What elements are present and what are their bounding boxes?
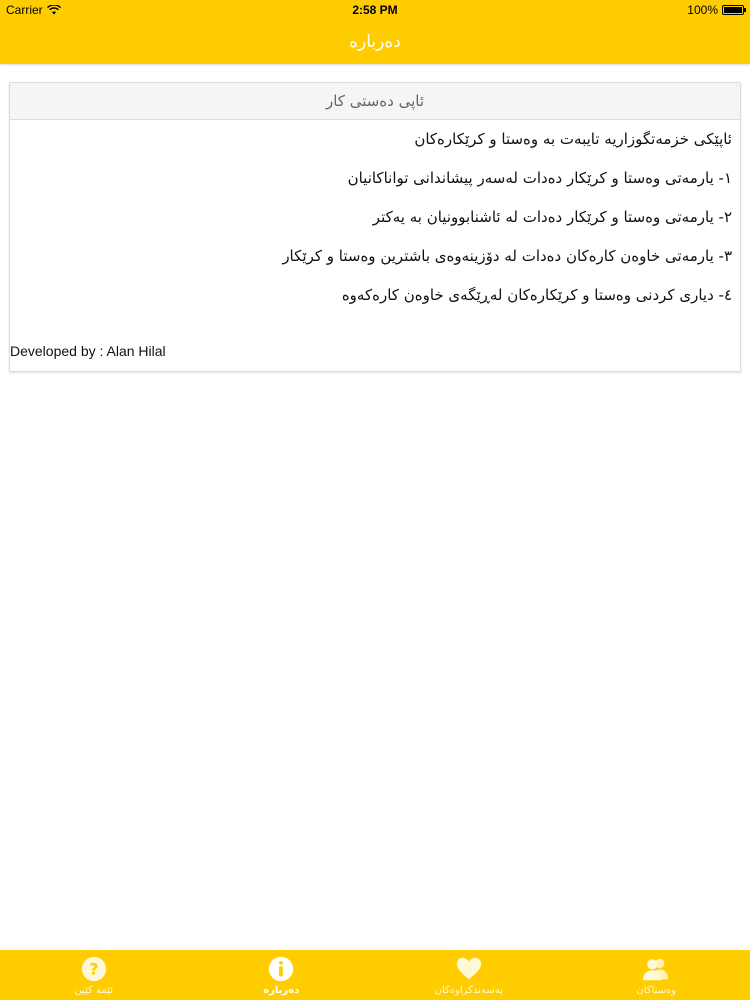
feature-line-3: ٣- یارمەتی خاوەن کارەکان دەدات لە دۆزینەوەی باشترین وەستا و کرێکار (282, 247, 732, 265)
tab-label: دەربارە (263, 984, 300, 996)
question-icon (79, 955, 109, 983)
feature-line-2: ٢- یارمەتی وەستا و کرێکار دەدات لە ئاشنابوونیان بە یەکتر (372, 208, 732, 226)
card-header: ئاپی دەستی کار (10, 83, 740, 120)
card-body (10, 120, 740, 321)
battery-level (724, 7, 742, 13)
status-bar (0, 0, 750, 20)
navigation-bar (0, 20, 750, 64)
battery-status (687, 3, 744, 17)
tab-about[interactable] (188, 950, 376, 1000)
carrier-label: Carrier (6, 3, 43, 17)
developer-credit: Developed by : Alan Hilal (10, 343, 166, 359)
status-time: 2:58 PM (352, 3, 398, 17)
tab-bar (0, 950, 750, 1000)
tab-label: پەسەندکراوەکان (434, 984, 503, 996)
heart-icon (454, 955, 484, 983)
battery-icon (722, 5, 744, 15)
info-icon (266, 955, 296, 983)
tab-label: وەستاکان (636, 984, 677, 996)
svg-text:?: ? (89, 959, 99, 979)
tab-label: ئێمە کێین (74, 984, 114, 996)
feature-line-1: ١- یارمەتی وەستا و کرێکار دەدات لەسەر پیشاندانی تواناکانیان (347, 169, 732, 187)
feature-line-4: ٤- دیاری کردنی وەستا و کرێکارەکان لەڕێگەی خاوەن کارەکەوە (341, 286, 732, 304)
tab-who-we-are[interactable] (0, 950, 188, 1000)
users-icon (641, 955, 671, 983)
description-line: ئاپێکی خزمەتگوزاریە تایبەت بە وەستا و کرێکارەکان (414, 130, 732, 148)
battery-percent: 100% (687, 3, 718, 17)
tab-workers[interactable] (563, 950, 750, 1000)
tab-favorites[interactable] (375, 950, 563, 1000)
about-card (9, 82, 741, 372)
page-title: دەربارە (349, 32, 401, 52)
